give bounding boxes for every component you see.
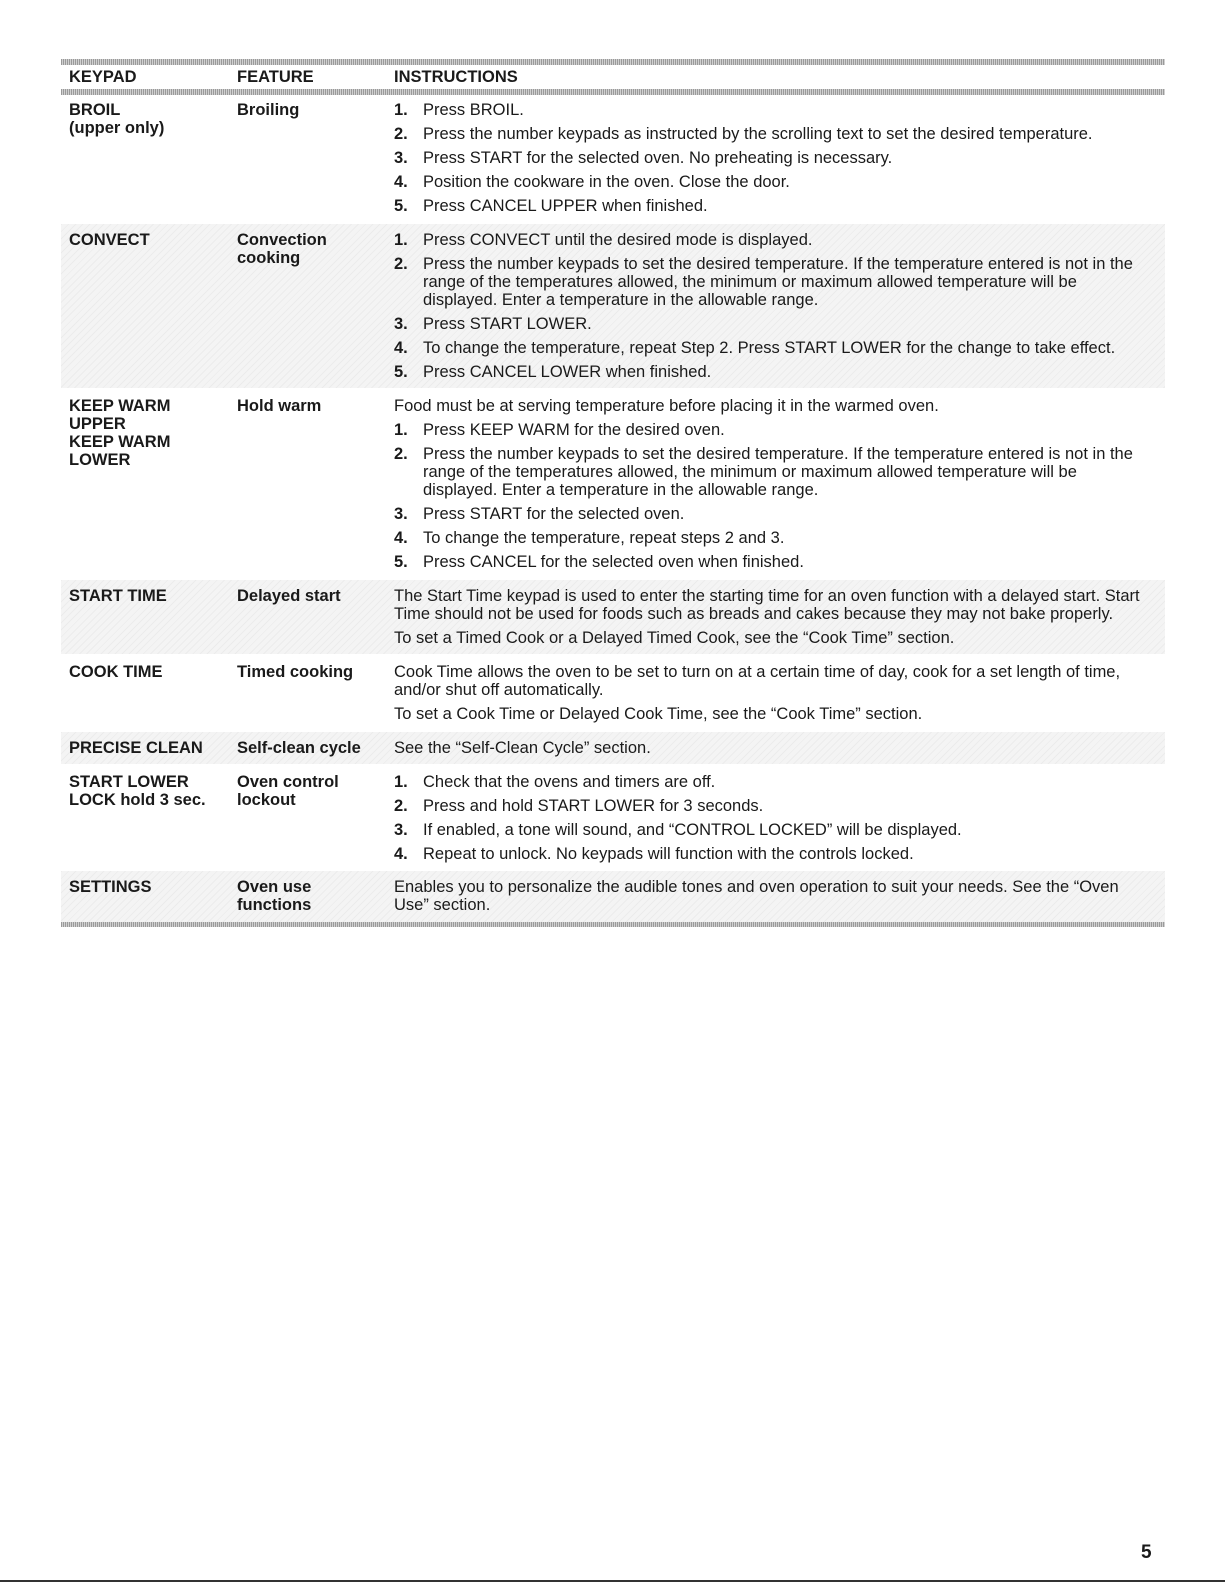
step-text: Repeat to unlock. No keypads will function with the controls locked.	[423, 845, 914, 863]
step-text: To change the temperature, repeat steps 2 and 3.	[423, 529, 785, 547]
feature-cell	[229, 663, 386, 723]
table-row-settings	[61, 871, 1165, 922]
keypad-cell	[61, 397, 229, 571]
step-item	[394, 197, 1155, 215]
instructions-cell	[386, 231, 1165, 381]
step-number: 5.	[394, 363, 408, 381]
step-number: 5.	[394, 553, 408, 571]
keypad-cell	[61, 587, 229, 647]
step-text: Check that the ovens and timers are off.	[423, 773, 716, 791]
step-text: Press BROIL.	[423, 101, 524, 119]
keypad-label: COOK TIME	[69, 663, 163, 681]
step-item	[394, 339, 1155, 357]
keypad-cell	[61, 231, 229, 381]
feature-cell	[229, 101, 386, 215]
paragraph: To set a Timed Cook or a Delayed Timed Cook, see the “Cook Time” section.	[394, 629, 955, 647]
keypad-label: UPPER	[69, 415, 126, 433]
step-text: Position the cookware in the oven. Close the door.	[423, 173, 790, 191]
step-number: 2.	[394, 255, 408, 273]
step-number: 2.	[394, 797, 408, 815]
step-number: 4.	[394, 173, 408, 191]
keypad-label: LOWER	[69, 451, 131, 469]
instructions-cell	[386, 739, 1165, 757]
keypad-cell	[61, 773, 229, 863]
instructions-cell	[386, 773, 1165, 863]
keypad-feature-table	[61, 59, 1165, 927]
step-item	[394, 255, 1155, 309]
keypad-label: (upper only)	[69, 119, 165, 137]
step-number: 4.	[394, 529, 408, 547]
step-number: 3.	[394, 505, 408, 523]
step-number: 3.	[394, 821, 408, 839]
keypad-label: BROIL	[69, 101, 121, 119]
feature-cell	[229, 878, 386, 914]
keypad-label: CONVECT	[69, 231, 150, 249]
feature-label: functions	[237, 896, 312, 914]
step-number: 2.	[394, 125, 408, 143]
step-number: 1.	[394, 101, 408, 119]
feature-label: Oven control	[237, 773, 339, 791]
header-keypad: KEYPAD	[69, 67, 137, 86]
step-number: 4.	[394, 845, 408, 863]
paragraph: To set a Cook Time or Delayed Cook Time, see the “Cook Time” section.	[394, 705, 923, 723]
feature-label: Oven use	[237, 878, 312, 896]
step-number: 2.	[394, 445, 408, 463]
step-text: Press CANCEL UPPER when finished.	[423, 197, 708, 215]
keypad-label: START TIME	[69, 587, 167, 605]
keypad-cell	[61, 739, 229, 757]
instructions-cell	[386, 663, 1165, 723]
feature-cell	[229, 773, 386, 863]
paragraph: Cook Time allows the oven to be set to turn on at a certain time of day, cook for a set length of time, and/or shut off automatically.	[394, 663, 1121, 699]
table-row-start-time	[61, 580, 1165, 654]
step-number: 5.	[394, 197, 408, 215]
feature-label: Timed cooking	[237, 663, 354, 681]
step-text: To change the temperature, repeat Step 2. Press START LOWER for the change to take effect.	[423, 339, 1116, 357]
step-number: 1.	[394, 231, 408, 249]
step-item	[394, 173, 1155, 191]
keypad-label: KEEP WARM	[69, 433, 171, 451]
instructions-cell	[386, 878, 1165, 914]
step-text: Press the number keypads to set the desired temperature. If the temperature entered is not in the range of the temperatures allowed, the minimum or maximum allowed temperature will be displayed. Enter a temperature in the allowable range.	[423, 255, 1133, 309]
keypad-label: SETTINGS	[69, 878, 152, 896]
keypad-label: KEEP WARM	[69, 397, 171, 415]
keypad-cell	[61, 878, 229, 914]
step-text: Press and hold START LOWER for 3 seconds.	[423, 797, 764, 815]
step-text: If enabled, a tone will sound, and “CONTROL LOCKED” will be displayed.	[423, 821, 962, 839]
page-bottom-edge	[0, 1580, 1225, 1582]
keypad-cell	[61, 663, 229, 723]
intro-text: Food must be at serving temperature before placing it in the warmed oven.	[394, 397, 939, 415]
step-item	[394, 821, 1155, 839]
step-text: Press START LOWER.	[423, 315, 592, 333]
step-number: 3.	[394, 149, 408, 167]
step-item	[394, 363, 1155, 381]
feature-label: Broiling	[237, 101, 300, 119]
step-text: Press the number keypads as instructed by the scrolling text to set the desired temperature.	[423, 125, 1093, 143]
step-item	[394, 529, 1155, 547]
instructions-cell	[386, 587, 1165, 647]
page-number: 5	[1141, 1542, 1152, 1563]
step-item	[394, 421, 1155, 439]
table-row-keep-warm	[61, 388, 1165, 580]
step-text: Press CANCEL for the selected oven when finished.	[423, 553, 804, 571]
step-item	[394, 149, 1155, 167]
step-text: Press START for the selected oven. No preheating is necessary.	[423, 149, 893, 167]
paragraph: The Start Time keypad is used to enter the starting time for an oven function with a delayed start. Start Time should not be used for foods such as breads and cakes because they may not bake properly.	[394, 587, 1140, 623]
feature-cell	[229, 739, 386, 757]
step-text: Press CONVECT until the desired mode is displayed.	[423, 231, 813, 249]
instructions-cell	[386, 397, 1165, 571]
keypad-label: LOCK hold 3 sec.	[69, 791, 206, 809]
step-item	[394, 101, 1155, 119]
feature-cell	[229, 231, 386, 381]
paragraph: See the “Self-Clean Cycle” section.	[394, 739, 651, 757]
keypad-label: PRECISE CLEAN	[69, 739, 203, 757]
table-header-row	[61, 65, 1165, 89]
step-number: 1.	[394, 421, 408, 439]
table-row-cook-time	[61, 654, 1165, 732]
table-row-convect	[61, 224, 1165, 388]
step-text: Press START for the selected oven.	[423, 505, 685, 523]
feature-label: Delayed start	[237, 587, 341, 605]
step-item	[394, 505, 1155, 523]
step-item	[394, 845, 1155, 863]
keypad-cell	[61, 101, 229, 215]
step-item	[394, 445, 1155, 499]
feature-cell	[229, 397, 386, 571]
table-row-precise-clean	[61, 732, 1165, 764]
header-instructions: INSTRUCTIONS	[394, 67, 518, 86]
keypad-label: START LOWER	[69, 773, 189, 791]
step-item	[394, 315, 1155, 333]
feature-label: Hold warm	[237, 397, 322, 415]
table-bottom-rule	[61, 922, 1165, 927]
step-item	[394, 125, 1155, 143]
feature-label: Self-clean cycle	[237, 739, 361, 757]
step-text: Press KEEP WARM for the desired oven.	[423, 421, 725, 439]
paragraph: Enables you to personalize the audible tones and oven operation to suit your needs. See the “Oven Use” section.	[394, 878, 1119, 914]
instructions-cell	[386, 101, 1165, 215]
step-item	[394, 773, 1155, 791]
step-text: Press CANCEL LOWER when finished.	[423, 363, 712, 381]
step-item	[394, 231, 1155, 249]
feature-label: Convection	[237, 231, 327, 249]
table-row-broil	[61, 95, 1165, 224]
feature-label: lockout	[237, 791, 296, 809]
header-feature: FEATURE	[237, 67, 314, 86]
table-row-start-lower-lock	[61, 764, 1165, 871]
step-number: 1.	[394, 773, 408, 791]
step-number: 3.	[394, 315, 408, 333]
step-number: 4.	[394, 339, 408, 357]
feature-label: cooking	[237, 249, 301, 267]
feature-cell	[229, 587, 386, 647]
step-text: Press the number keypads to set the desired temperature. If the temperature entered is not in the range of the temperatures allowed, the minimum or maximum allowed temperature will be displayed. Enter a temperature in the allowable range.	[423, 445, 1133, 499]
step-item	[394, 797, 1155, 815]
step-item	[394, 553, 1155, 571]
